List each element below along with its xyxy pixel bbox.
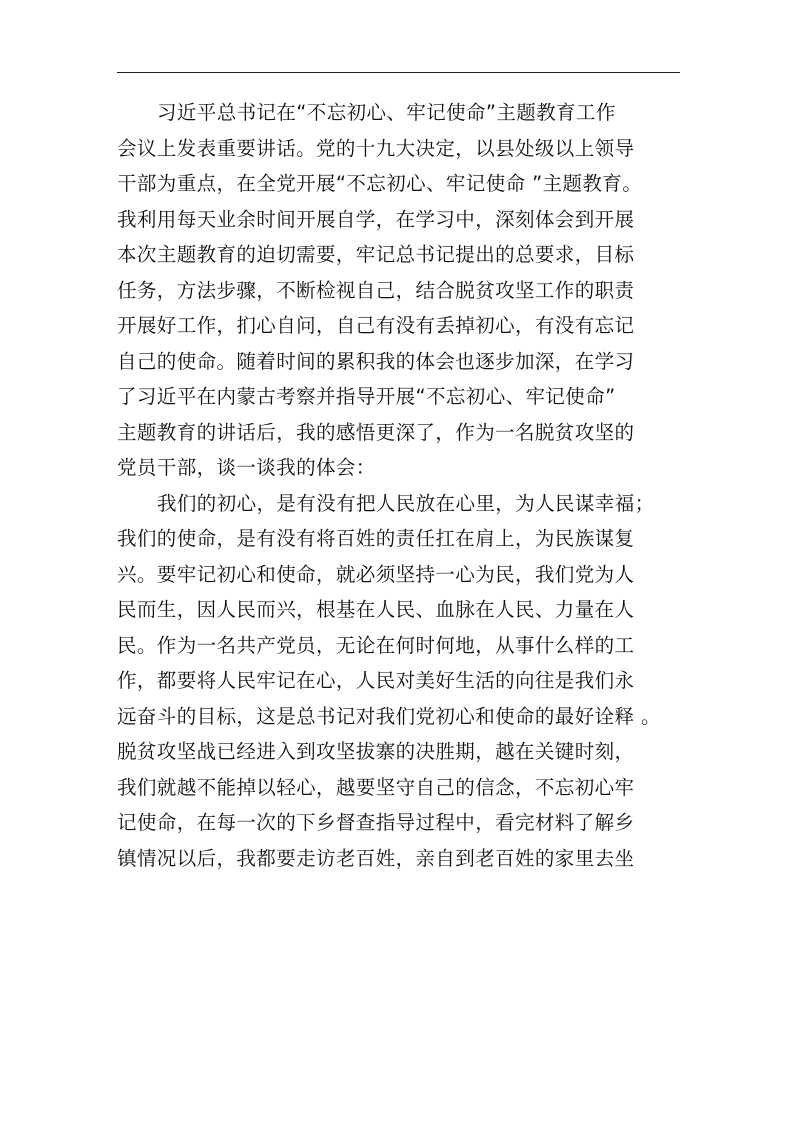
text-line: 主题教育的讲话后，我的感悟更深了，作为一名脱贫攻坚的 bbox=[117, 420, 635, 444]
text-line: 我们就越不能掉以轻心，越要坚守自己的信念，不忘初心牢 bbox=[117, 775, 635, 799]
text-line: 开展好工作，扪心自问，自己有没有丢掉初心，有没有忘记 bbox=[117, 314, 635, 337]
text-line: 兴。要牢记初心和使命，就必须坚持一心为民，我们党为人 bbox=[117, 562, 635, 586]
text-line: 干部为重点，在全党开展“不忘初心、牢记使命 ”主题教育。 bbox=[117, 172, 643, 195]
header-rule bbox=[117, 72, 680, 73]
text-line: 民而生，因人民而兴，根基在人民、血脉在人民、力量在人 bbox=[117, 598, 635, 621]
text-line: 我利用每天业余时间开展自学，在学习中，深刻体会到开展 bbox=[117, 207, 635, 231]
text-line: 脱贫攻坚战已经进入到攻坚拔寨的决胜期，越在关键时刻， bbox=[117, 740, 635, 763]
text-line: 作，都要将人民牢记在心，人民对美好生活的向往是我们永 bbox=[117, 669, 635, 692]
text-line: 民。作为一名共产党员，无论在何时何地，从事什么样的工 bbox=[117, 633, 635, 657]
text-line: 了习近平在内蒙古考察并指导开展“不忘初心、牢记使命” bbox=[117, 385, 616, 408]
paragraph-1 bbox=[117, 95, 677, 486]
text-line: 我们的使命，是有没有将百姓的责任扛在肩上，为民族谋复 bbox=[117, 527, 635, 550]
text-line: 习近平总书记在“不忘初心、牢记使命”主题教育工作 bbox=[157, 101, 616, 124]
text-line: 我们的初心，是有没有把人民放在心里，为人民谋幸福； bbox=[157, 491, 655, 515]
text-line: 记使命，在每一次的下乡督查指导过程中，看完材料了解乡 bbox=[117, 811, 635, 834]
paragraph-2 bbox=[117, 486, 677, 877]
text-line: 远奋斗的目标，这是总书记对我们党初心和使命的最好诠释 。 bbox=[117, 704, 661, 728]
text-line: 本次主题教育的迫切需要，牢记总书记提出的总要求，目标 bbox=[117, 243, 635, 266]
text-line: 镇情况以后，我都要走访老百姓，亲自到老百姓的家里去坐 bbox=[117, 846, 635, 870]
text-line: 党员干部，谈一谈我的体会： bbox=[117, 456, 376, 479]
document-body bbox=[117, 95, 677, 876]
text-line: 自己的使命。随着时间的累积我的体会也逐步加深，在学习 bbox=[117, 349, 635, 373]
text-line: 会议上发表重要讲话。党的十九大决定，以县处级以上领导 bbox=[117, 136, 635, 160]
text-line: 任务，方法步骤，不断检视自己，结合脱贫攻坚工作的职责 bbox=[117, 278, 635, 302]
